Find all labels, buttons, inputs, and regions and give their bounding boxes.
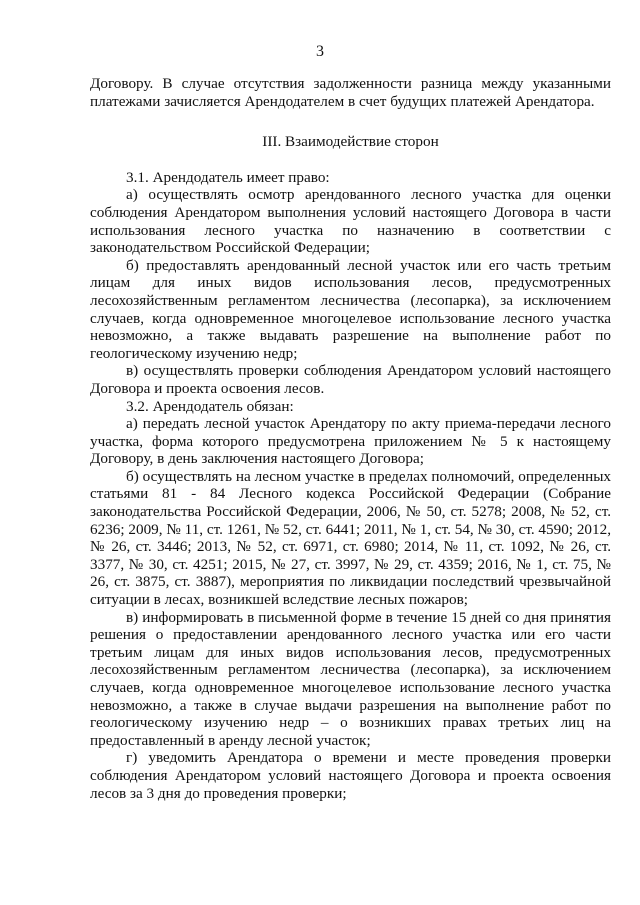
section-heading: III. Взаимодействие сторон <box>262 133 439 151</box>
clause-3-1-b: б) предоставлять арендованный лесной участок или его часть третьим лицам для иных видов использования лесов, предусмотренных лесохозяйственным регламентом лесничества (лесопарка), за исключением случаев, когда одновременное многоцелевое использование лесного участка невозможно, а также выдавать разрешение на выполнение работ по геологическому изучению недр; <box>90 256 611 362</box>
clause-3-1-title: 3.1. Арендодатель имеет право: <box>126 168 330 186</box>
clause-3-2-d: г) уведомить Арендатора о времени и месте проведения проверки соблюдения Арендатором условий настоящего Договора и проекта освоения лесов за 3 дня до проведения проверки; <box>90 749 611 802</box>
clause-3-1-a: а) осуществлять осмотр арендованного лесного участка для оценки соблюдения Арендатором выполнения условий настоящего Договора в части использования лесного участка по назначению в соответствии с законодательством Российской Федерации; <box>90 186 611 257</box>
clause-3-2-a: а) передать лесной участок Арендатору по акту приема-передачи лесного участка, форма которого предусмотрена приложением № 5 к настоящему Договору, в день заключения настоящего Договора; <box>90 415 611 468</box>
clause-3-2-b: б) осуществлять на лесном участке в пределах полномочий, определенных статьями 81 - 84 Лесного кодекса Российской Федерации (Собрание законодательства Российской Федерации, 2006, № 50, ст. 5278; 2008, № 52, ст. 6236; 2009, № 11, ст. 1261, № 52, ст. 6441; 2011, № 1, ст. 54, № 30, ст. 4590; 2012, № 26, ст. 3446; 2013, № 52, ст. 6971, ст. 6980; 2014, № 11, ст. 1092, № 26, ст. 3377, № 30, ст. 4251; 2015, № 27, ст. 3997, № 29, ст. 4359; 2016, № 1, ст. 75, № 26, ст. 3875, ст. 3887), мероприятия по ликвидации последствий чрезвычайной ситуации в лесах, возникшей вследствие лесных пожаров; <box>90 467 611 609</box>
clause-3-1-c: в) осуществлять проверки соблюдения Арендатором условий настоящего Договора и проекта освоения лесов. <box>90 362 611 397</box>
clause-3-2-title: 3.2. Арендодатель обязан: <box>126 397 294 415</box>
document-body <box>90 75 611 802</box>
intro-paragraph: Договору. В случае отсутствия задолженности разница между указанными платежами зачисляется Арендодателем в счет будущих платежей Арендатора. <box>90 75 611 110</box>
clause-3-2-c: в) информировать в письменной форме в течение 15 дней со дня принятия решения о предоставлении арендованного лесного участка или его части третьим лицам для иных видов использования лесов, предусмотренных лесохозяйственным регламентом лесничества (лесопарка), за исключением случаев, когда одновременное многоцелевое использование лесного участка невозможно, а также в случае выдачи разрешения на выполнение работ по геологическому изучению недр – о возникших правах третьих лиц на предоставленный в аренду лесной участок; <box>90 608 611 749</box>
page-number: 3 <box>316 43 324 60</box>
